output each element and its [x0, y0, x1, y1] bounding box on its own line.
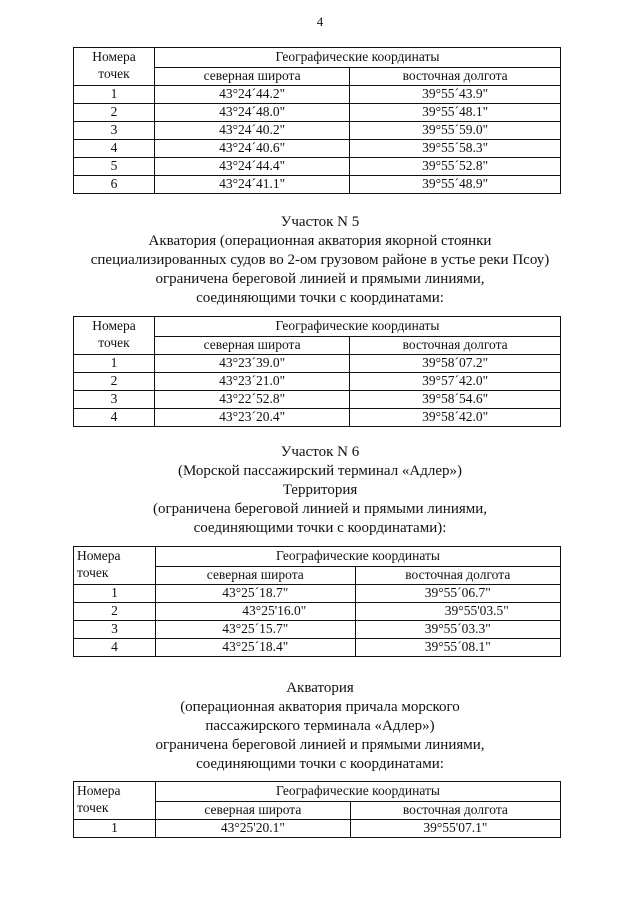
- section-text-line: Акватория (операционная акватория якорной стоянки: [148, 233, 492, 249]
- section-text-line: соединяющими точки с координатами:: [196, 756, 444, 772]
- header-geo: Географические координаты: [156, 547, 561, 567]
- longitude-cell: 39°55´03.3": [355, 621, 560, 639]
- point-number: 2: [74, 373, 155, 391]
- header-lat: северная широта: [156, 567, 356, 585]
- latitude-cell: 43°25'16.0": [156, 603, 356, 621]
- point-number: 1: [74, 355, 155, 373]
- table-row: [74, 409, 561, 427]
- latitude-cell: 43°25'20.1": [156, 820, 351, 838]
- longitude-cell: 39°55´48.1": [350, 104, 561, 122]
- point-number: 4: [74, 409, 155, 427]
- table-row: [74, 820, 561, 838]
- point-number: 2: [74, 104, 155, 122]
- header-points-line2: точек: [98, 334, 130, 350]
- point-number: 2: [74, 603, 156, 621]
- table-row: [74, 355, 561, 373]
- longitude-cell: 39°55´48.9": [350, 176, 561, 194]
- header-lon: восточная долгота: [355, 567, 560, 585]
- header-points-line1: Номера: [77, 783, 121, 798]
- header-geo: Географические координаты: [155, 48, 561, 68]
- section-title: Участок N 6: [280, 444, 360, 460]
- table-row: [74, 603, 561, 621]
- page-number: 4: [316, 14, 324, 29]
- point-number: 1: [74, 86, 155, 104]
- latitude-cell: 43°24´41.1": [155, 176, 350, 194]
- table-row: [74, 639, 561, 657]
- latitude-cell: 43°25´18.7": [156, 585, 356, 603]
- header-points-line1: Номера: [92, 49, 136, 64]
- header-points-line1: Номера: [77, 548, 121, 563]
- coordinates-table-4: [73, 781, 561, 838]
- section-text-line: (операционная акватория причала морского: [180, 699, 460, 715]
- section-title: Акватория: [286, 680, 354, 696]
- section-text-line: (Морской пассажирский терминал «Адлер»): [177, 463, 463, 479]
- latitude-cell: 43°25´18.4": [156, 639, 356, 657]
- header-points-line1: Номера: [92, 318, 136, 333]
- longitude-cell: 39°55´43.9": [350, 86, 561, 104]
- header-geo: Географические координаты: [155, 317, 561, 337]
- point-number: 1: [74, 820, 156, 838]
- latitude-cell: 43°24´44.4": [155, 158, 350, 176]
- longitude-cell: 39°55'03.5": [355, 603, 560, 621]
- coordinates-table-2: [73, 316, 561, 427]
- section-text-line: Территория: [282, 482, 358, 498]
- header-points-line2: точек: [77, 564, 109, 580]
- section-text-line: ограничена береговой линией и прямыми линиями,: [155, 271, 485, 287]
- section-text-line: пассажирского терминала «Адлер»): [205, 718, 435, 734]
- table-row: [74, 373, 561, 391]
- coordinates-table-1: [73, 47, 561, 194]
- point-number: 3: [74, 122, 155, 140]
- header-points: [74, 317, 155, 355]
- table-row: [74, 122, 561, 140]
- table-row: [74, 158, 561, 176]
- section-6-heading: [0, 443, 640, 538]
- latitude-cell: 43°24´48.0": [155, 104, 350, 122]
- aquatory-heading: [0, 679, 640, 774]
- longitude-cell: 39°55'07.1": [350, 820, 560, 838]
- header-lat: северная широта: [156, 802, 351, 820]
- longitude-cell: 39°58´42.0": [350, 409, 561, 427]
- latitude-cell: 43°22´52.8": [155, 391, 350, 409]
- longitude-cell: 39°55´52.8": [350, 158, 561, 176]
- coordinates-table-3: [73, 546, 561, 657]
- header-lat: северная широта: [155, 337, 350, 355]
- latitude-cell: 43°23´21.0": [155, 373, 350, 391]
- header-points-line2: точек: [98, 65, 130, 81]
- longitude-cell: 39°55´06.7": [355, 585, 560, 603]
- point-number: 3: [74, 621, 156, 639]
- header-points: [74, 48, 155, 86]
- header-geo: Географические координаты: [156, 782, 561, 802]
- latitude-cell: 43°24´44.2": [155, 86, 350, 104]
- section-text-line: соединяющими точки с координатами:: [196, 290, 444, 306]
- section-text-line: (ограничена береговой линией и прямыми линиями,: [152, 501, 488, 517]
- header-lon: восточная долгота: [350, 802, 560, 820]
- longitude-cell: 39°55´08.1": [355, 639, 560, 657]
- table-row: [74, 176, 561, 194]
- latitude-cell: 43°24´40.2": [155, 122, 350, 140]
- section-text-line: ограничена береговой линией и прямыми линиями,: [155, 737, 485, 753]
- point-number: 6: [74, 176, 155, 194]
- point-number: 5: [74, 158, 155, 176]
- section-text-line: специализированных судов во 2-ом грузовом районе в устье реки Псоу): [90, 252, 550, 268]
- header-lat: северная широта: [155, 68, 350, 86]
- table-row: [74, 104, 561, 122]
- point-number: 4: [74, 639, 156, 657]
- latitude-cell: 43°25´15.7": [156, 621, 356, 639]
- table-row: [74, 391, 561, 409]
- header-points-line2: точек: [77, 799, 109, 815]
- latitude-cell: 43°23´20.4": [155, 409, 350, 427]
- longitude-cell: 39°58´54.6": [350, 391, 561, 409]
- table-row: [74, 86, 561, 104]
- table-row: [74, 621, 561, 639]
- latitude-cell: 43°23´39.0": [155, 355, 350, 373]
- table-row: [74, 585, 561, 603]
- header-points: [74, 782, 156, 820]
- section-title: Участок N 5: [280, 214, 360, 230]
- table-row: [74, 140, 561, 158]
- longitude-cell: 39°55´59.0": [350, 122, 561, 140]
- point-number: 4: [74, 140, 155, 158]
- longitude-cell: 39°58´07.2": [350, 355, 561, 373]
- header-lon: восточная долгота: [350, 337, 561, 355]
- latitude-cell: 43°24´40.6": [155, 140, 350, 158]
- section-5-heading: [0, 213, 640, 308]
- longitude-cell: 39°55´58.3": [350, 140, 561, 158]
- point-number: 3: [74, 391, 155, 409]
- header-lon: восточная долгота: [350, 68, 561, 86]
- section-text-line: соединяющими точки с координатами):: [193, 520, 447, 536]
- longitude-cell: 39°57´42.0": [350, 373, 561, 391]
- header-points: [74, 547, 156, 585]
- point-number: 1: [74, 585, 156, 603]
